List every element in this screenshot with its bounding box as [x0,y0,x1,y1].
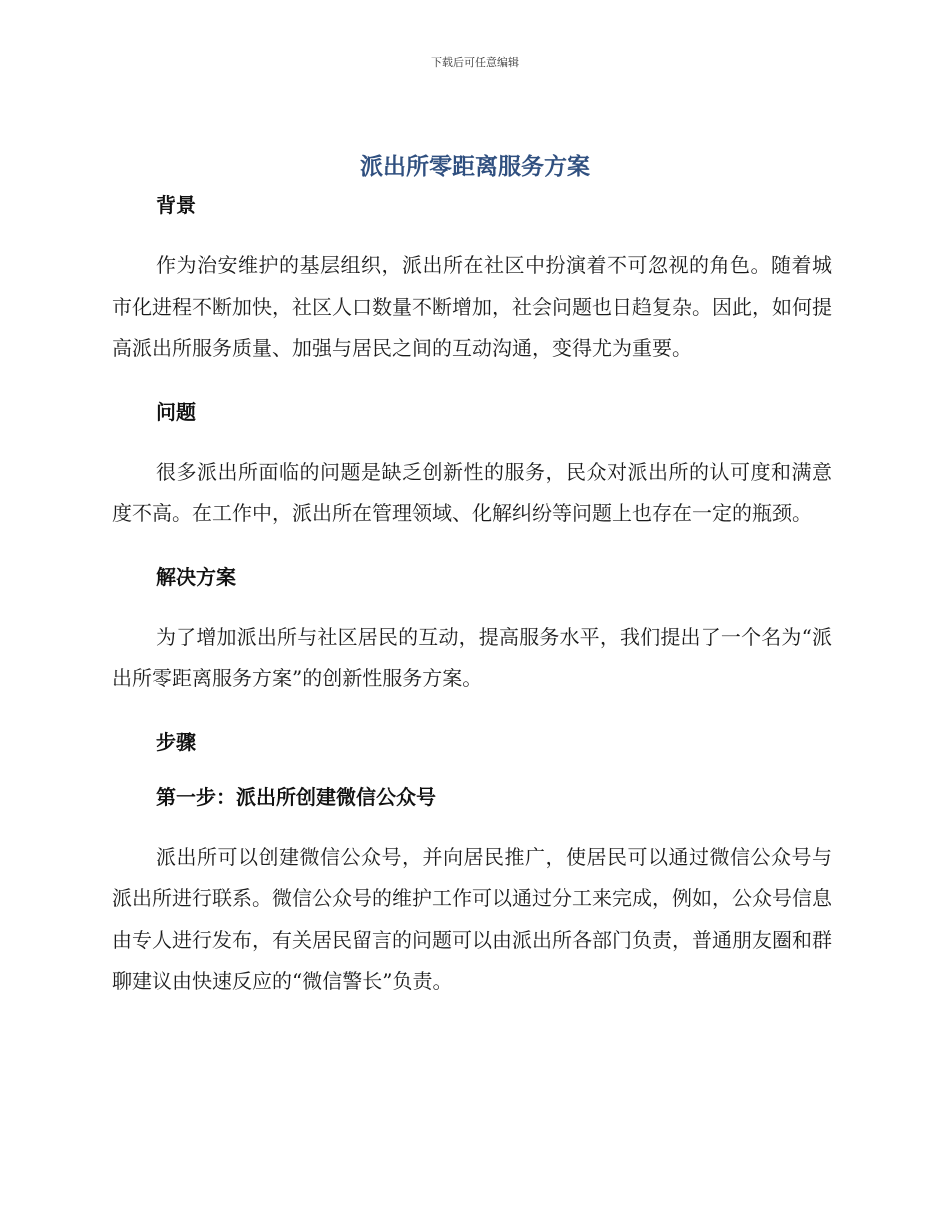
document-body [112,190,832,1003]
spacer [112,700,832,727]
section-heading-steps: 步骤 [156,729,196,754]
paragraph-solution: 为了增加派出所与社区居民的互动，提高服务水平，我们提出了一个名为“派出所零距离服务方案”的创新性服务方案。 [112,624,832,690]
spacer [112,535,832,562]
spacer [112,370,832,397]
header-note: 下载后可任意编辑 [431,56,519,69]
spacer [112,220,832,245]
paragraph-step-1: 派出所可以创建微信公众号，并向居民推广，使居民可以通过微信公众号与派出所进行联系。微信公众号的维护工作可以通过分工来完成，例如，公众号信息由专人进行发布，有关居民留言的问题可以由派出所各部门负责，普通朋友圈和群聊建议由快速反应的“微信警长”负责。 [112,844,832,993]
spacer [112,427,832,452]
spacer [112,592,832,617]
paragraph-problem: 很多派出所面临的问题是缺乏创新性的服务，民众对派出所的认可度和满意度不高。在工作中，派出所在管理领域、化解纠纷等问题上也存在一定的瓶颈。 [112,459,832,525]
section-heading-solution: 解决方案 [156,564,236,589]
step-1-heading: 第一步：派出所创建微信公众号 [156,784,436,809]
spacer [112,757,832,782]
spacer [112,812,832,837]
section-heading-background: 背景 [156,193,196,217]
section-heading-problem: 问题 [156,399,196,424]
document-title: 派出所零距离服务方案 [360,154,590,180]
paragraph-background: 作为治安维护的基层组织，派出所在社区中扮演着不可忽视的角色。随着城市化进程不断加快，社区人口数量不断增加，社会问题也日趋复杂。因此，如何提高派出所服务质量、加强与居民之间的互动沟通，变得尤为重要。 [112,253,832,360]
